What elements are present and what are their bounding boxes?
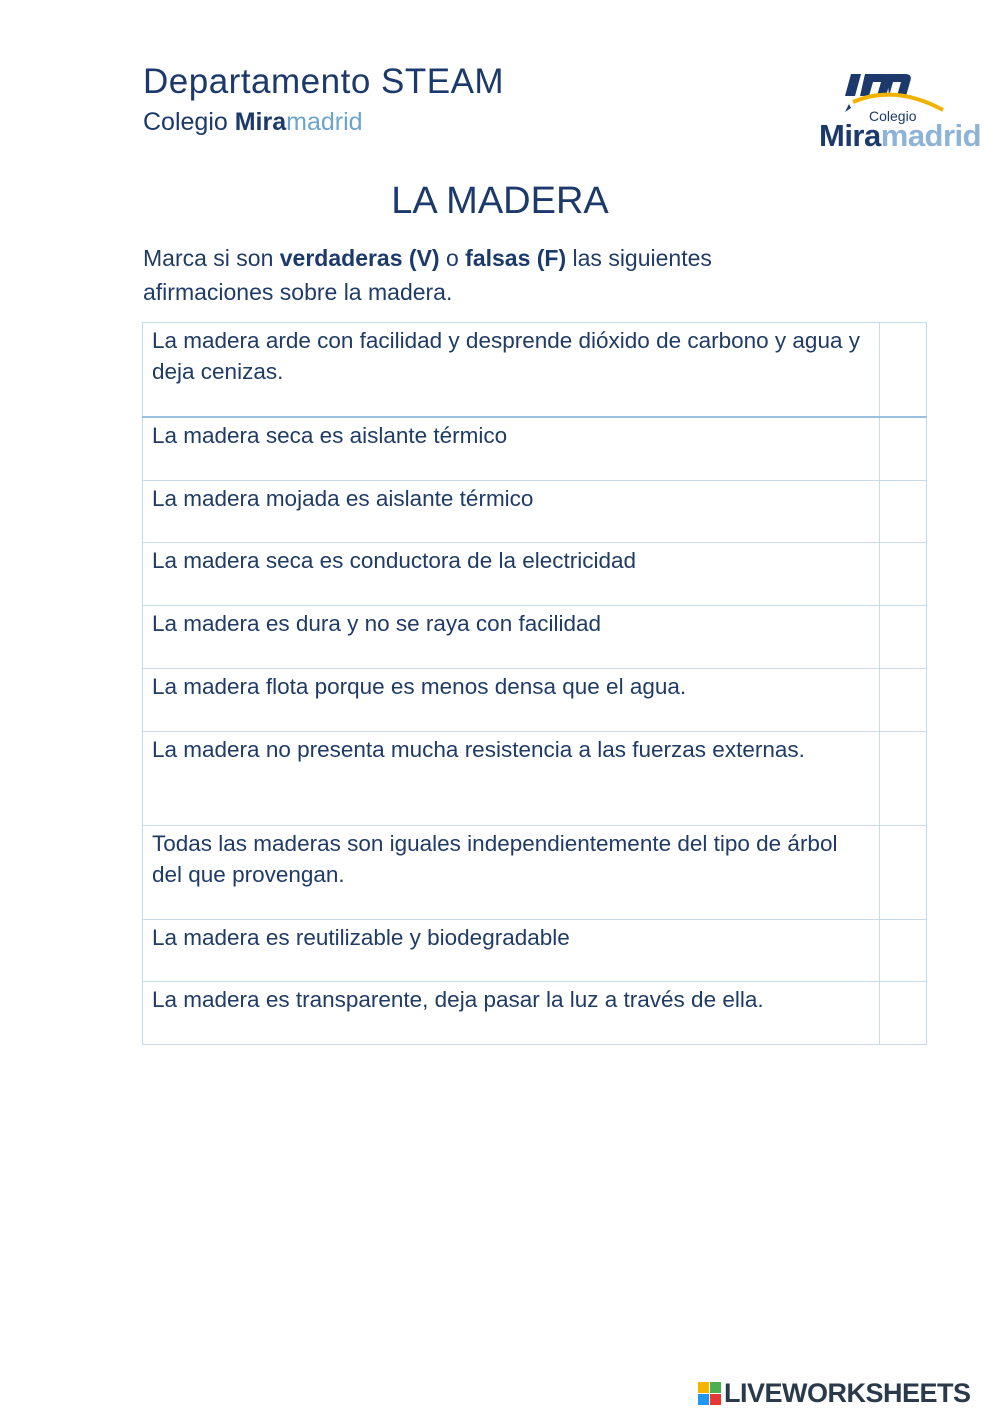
- statement-cell: La madera no presenta mucha resistencia a las fuerzas externas.: [143, 732, 880, 826]
- statement-cell: La madera mojada es aislante térmico: [143, 481, 880, 543]
- answer-cell[interactable]: [880, 543, 927, 606]
- table-row: [143, 606, 927, 669]
- liveworksheets-logo-icon: [698, 1382, 721, 1405]
- logo-madrid: madrid: [880, 118, 982, 153]
- statement-cell: La madera es transparente, deja pasar la luz a través de ella.: [143, 982, 880, 1045]
- instructions-text-1: Marca si son: [143, 245, 280, 271]
- table-row: [143, 826, 927, 920]
- answer-cell[interactable]: [880, 606, 927, 669]
- school-mira: Mira: [234, 108, 287, 136]
- statement-cell: La madera seca es aislante térmico: [143, 417, 880, 481]
- table-row: [143, 417, 927, 481]
- page-title: LA MADERA: [391, 180, 609, 222]
- logo-block: [710, 1382, 721, 1393]
- table-row: [143, 732, 927, 826]
- statement-cell: La madera es dura y no se raya con facilidad: [143, 606, 880, 669]
- table-row: [143, 920, 927, 982]
- table-row: [143, 982, 927, 1045]
- true-false-table: [142, 322, 927, 1045]
- school-name: [143, 108, 363, 137]
- table-row: [143, 481, 927, 543]
- instructions-false-label: falsas (F): [465, 245, 567, 271]
- logo-block: [710, 1394, 721, 1405]
- liveworksheets-brand: [698, 1378, 971, 1408]
- logo-block: [698, 1382, 709, 1393]
- statement-cell: Todas las maderas son iguales independientemente del tipo de árbol del que provengan.: [143, 826, 880, 920]
- answer-cell[interactable]: [880, 732, 927, 826]
- instructions-true-label: verdaderas (V): [279, 245, 440, 271]
- answer-cell[interactable]: [880, 982, 927, 1045]
- answer-cell[interactable]: [880, 669, 927, 732]
- statement-cell: La madera flota porque es menos densa que el agua.: [143, 669, 880, 732]
- statement-cell: La madera arde con facilidad y desprende dióxido de carbono y agua y deja cenizas.: [143, 323, 880, 417]
- school-madrid: madrid: [286, 108, 363, 136]
- school-logo: [815, 66, 982, 160]
- answer-cell[interactable]: [880, 920, 927, 982]
- liveworksheets-wordmark: LIVEWORKSHEETS: [724, 1377, 971, 1408]
- table-row: [143, 669, 927, 732]
- answer-cell[interactable]: [880, 417, 927, 481]
- table-row: [143, 323, 927, 417]
- answer-cell[interactable]: [880, 323, 927, 417]
- logo-name: [819, 118, 981, 154]
- instructions-text-2: o: [439, 245, 466, 271]
- school-prefix: Colegio: [143, 108, 235, 136]
- instructions-text-3: las siguientes afirmaciones sobre la madera.: [143, 245, 712, 305]
- statement-cell: La madera seca es conductora de la electricidad: [143, 543, 880, 606]
- table-row: [143, 543, 927, 606]
- instructions: [143, 241, 823, 309]
- logo-mira: Mira: [819, 118, 881, 153]
- answer-cell[interactable]: [880, 826, 927, 920]
- logo-block: [698, 1394, 709, 1405]
- answer-cell[interactable]: [880, 481, 927, 543]
- statement-cell: La madera es reutilizable y biodegradable: [143, 920, 880, 982]
- logo-colegio: Colegio: [869, 108, 917, 124]
- department-title: Departamento STEAM: [143, 62, 505, 101]
